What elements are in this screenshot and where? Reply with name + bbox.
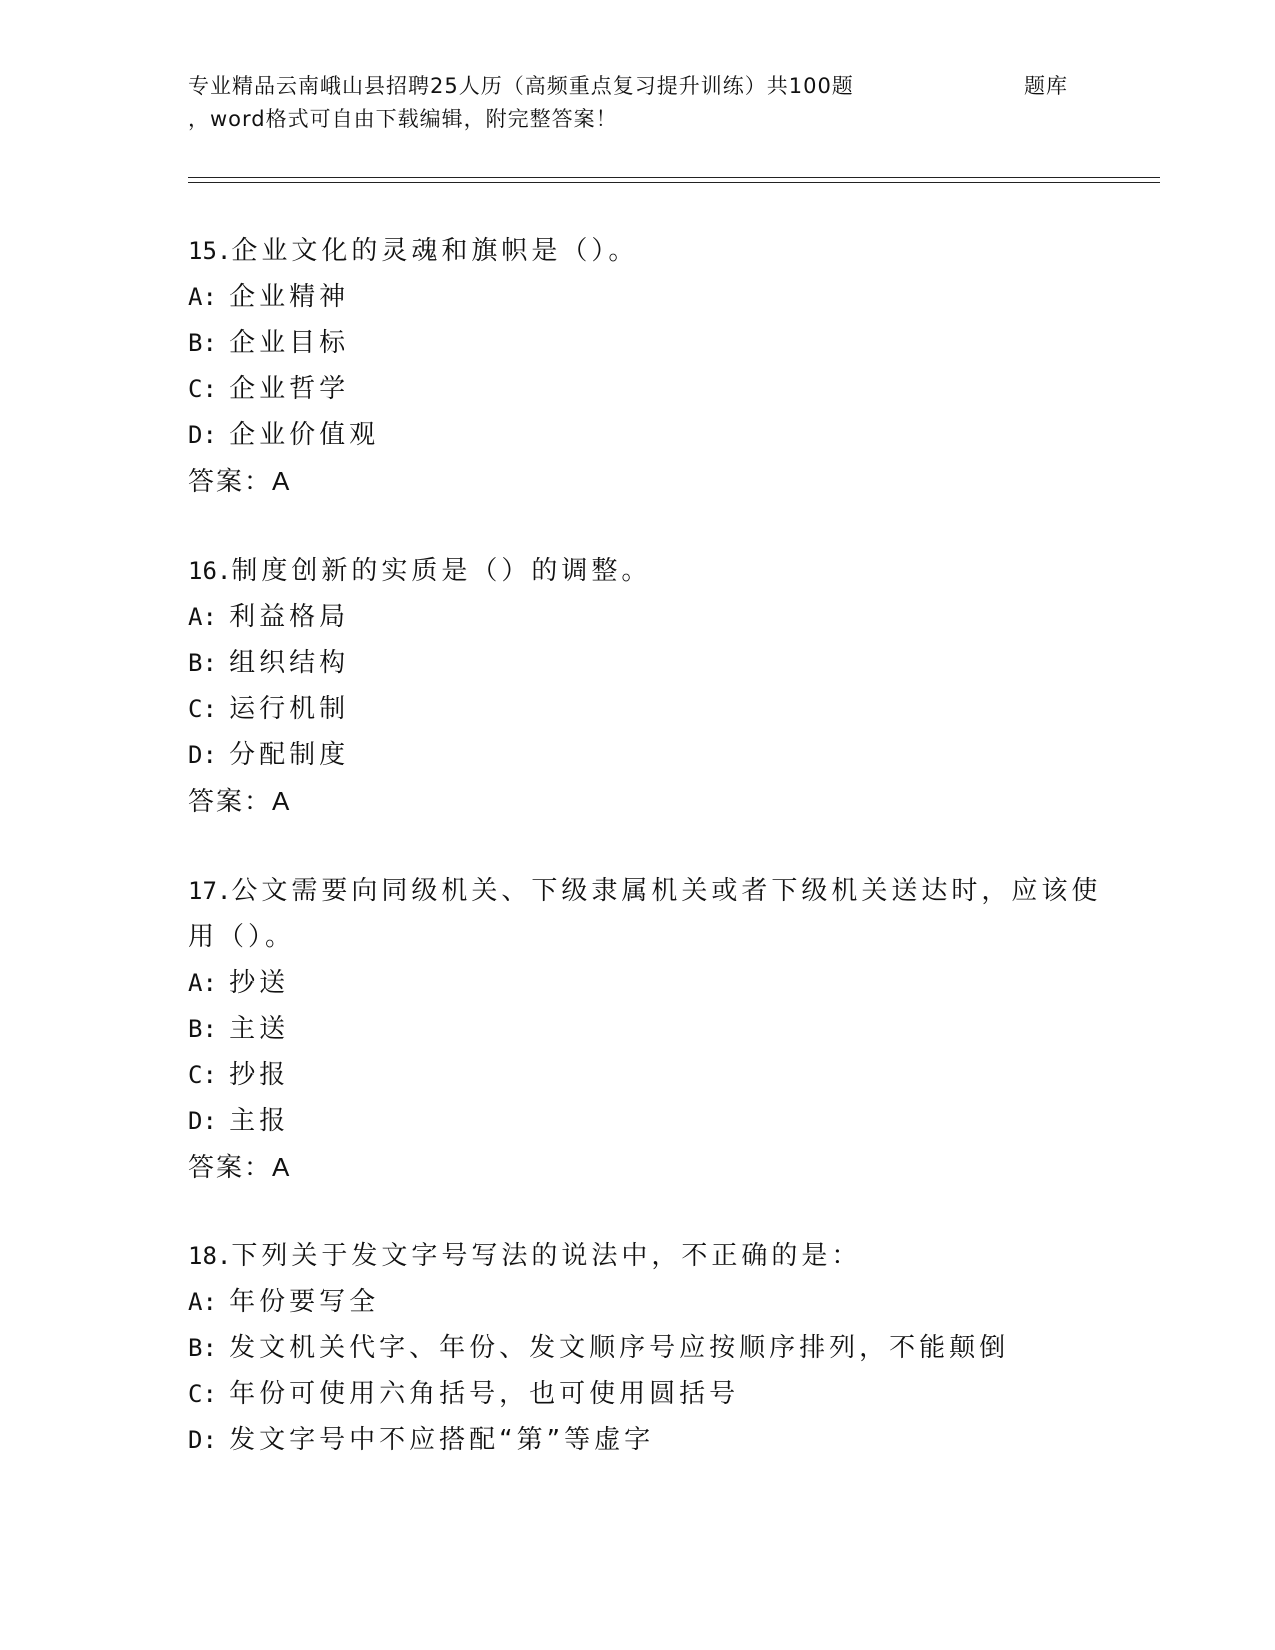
- option-letter: B:: [188, 649, 217, 677]
- option-text: 发文机关代字、年份、发文顺序号应按顺序排列，不能颠倒: [229, 1333, 1010, 1363]
- option-letter: A:: [188, 1288, 217, 1316]
- option-b: [188, 1325, 1088, 1371]
- question-number: 15.: [188, 237, 232, 265]
- question-16: [188, 548, 1088, 824]
- question-18: [188, 1233, 1088, 1463]
- question-number: 18.: [188, 1242, 232, 1270]
- option-c: [188, 366, 1088, 412]
- option-text: 运行机制: [229, 694, 350, 724]
- question-stem: [188, 868, 1102, 914]
- option-letter: C:: [188, 695, 217, 723]
- option-letter: C:: [188, 1380, 217, 1408]
- question-text: 公文需要向同级机关、下级隶属机关或者下级机关送达时，应该使: [231, 876, 1102, 906]
- option-letter: A:: [188, 283, 217, 311]
- option-text: 企业精神: [229, 282, 350, 312]
- option-a: [188, 1279, 1088, 1325]
- option-text: 主送: [229, 1014, 290, 1044]
- option-text: 年份要写全: [229, 1287, 380, 1317]
- option-letter: D:: [188, 421, 217, 449]
- option-text: 抄送: [229, 968, 290, 998]
- question-text: 企业文化的灵魂和旗帜是（）。: [231, 236, 639, 266]
- option-text: 抄报: [229, 1060, 290, 1090]
- document-header: [188, 70, 1148, 136]
- option-letter: B:: [188, 1015, 217, 1043]
- question-stem-continuation: 用（）。: [188, 922, 296, 952]
- option-c: [188, 1371, 1088, 1417]
- header-line-2: ，word格式可自由下载编辑，附完整答案！: [188, 107, 618, 131]
- option-c: [188, 686, 1088, 732]
- option-b: [188, 640, 1088, 686]
- answer-line: 答案：A: [188, 786, 292, 816]
- option-b: [188, 1006, 1088, 1052]
- header-divider-bottom: [188, 182, 1160, 183]
- option-c: [188, 1052, 1088, 1098]
- header-line-1: [188, 70, 1068, 103]
- option-d: [188, 732, 1088, 778]
- option-letter: D:: [188, 741, 217, 769]
- option-a: [188, 960, 1088, 1006]
- option-a: [188, 274, 1088, 320]
- header-tag: 题库: [1024, 74, 1068, 98]
- option-text: 分配制度: [229, 740, 350, 770]
- option-letter: A:: [188, 603, 217, 631]
- question-number: 17.: [188, 877, 232, 905]
- option-text: 企业价值观: [229, 420, 380, 450]
- option-text: 发文字号中不应搭配“第”等虚字: [229, 1425, 655, 1455]
- option-text: 利益格局: [229, 602, 350, 632]
- option-b: [188, 320, 1088, 366]
- answer-line: 答案：A: [188, 1152, 292, 1182]
- question-stem: [188, 1233, 1088, 1279]
- option-text: 年份可使用六角括号，也可使用圆括号: [229, 1379, 740, 1409]
- question-text: 下列关于发文字号写法的说法中，不正确的是：: [231, 1241, 862, 1271]
- option-letter: B:: [188, 1334, 217, 1362]
- option-d: [188, 1098, 1088, 1144]
- header-divider-top: [188, 177, 1160, 178]
- question-stem: [188, 228, 1088, 274]
- option-d: [188, 412, 1088, 458]
- option-letter: C:: [188, 1061, 217, 1089]
- option-letter: D:: [188, 1107, 217, 1135]
- option-letter: D:: [188, 1426, 217, 1454]
- question-stem: [188, 548, 1088, 594]
- option-text: 组织结构: [229, 648, 350, 678]
- option-d: [188, 1417, 1088, 1463]
- question-17: [188, 868, 1102, 1190]
- option-a: [188, 594, 1088, 640]
- header-title: 专业精品云南峨山县招聘25人历（高频重点复习提升训练）共100题: [188, 74, 854, 98]
- question-text: 制度创新的实质是（）的调整。: [231, 556, 652, 586]
- option-text: 企业哲学: [229, 374, 350, 404]
- answer-line: 答案：A: [188, 466, 292, 496]
- option-letter: B:: [188, 329, 217, 357]
- option-letter: C:: [188, 375, 217, 403]
- question-number: 16.: [188, 557, 232, 585]
- option-text: 企业目标: [229, 328, 350, 358]
- option-text: 主报: [229, 1106, 290, 1136]
- question-15: [188, 228, 1088, 504]
- option-letter: A:: [188, 969, 217, 997]
